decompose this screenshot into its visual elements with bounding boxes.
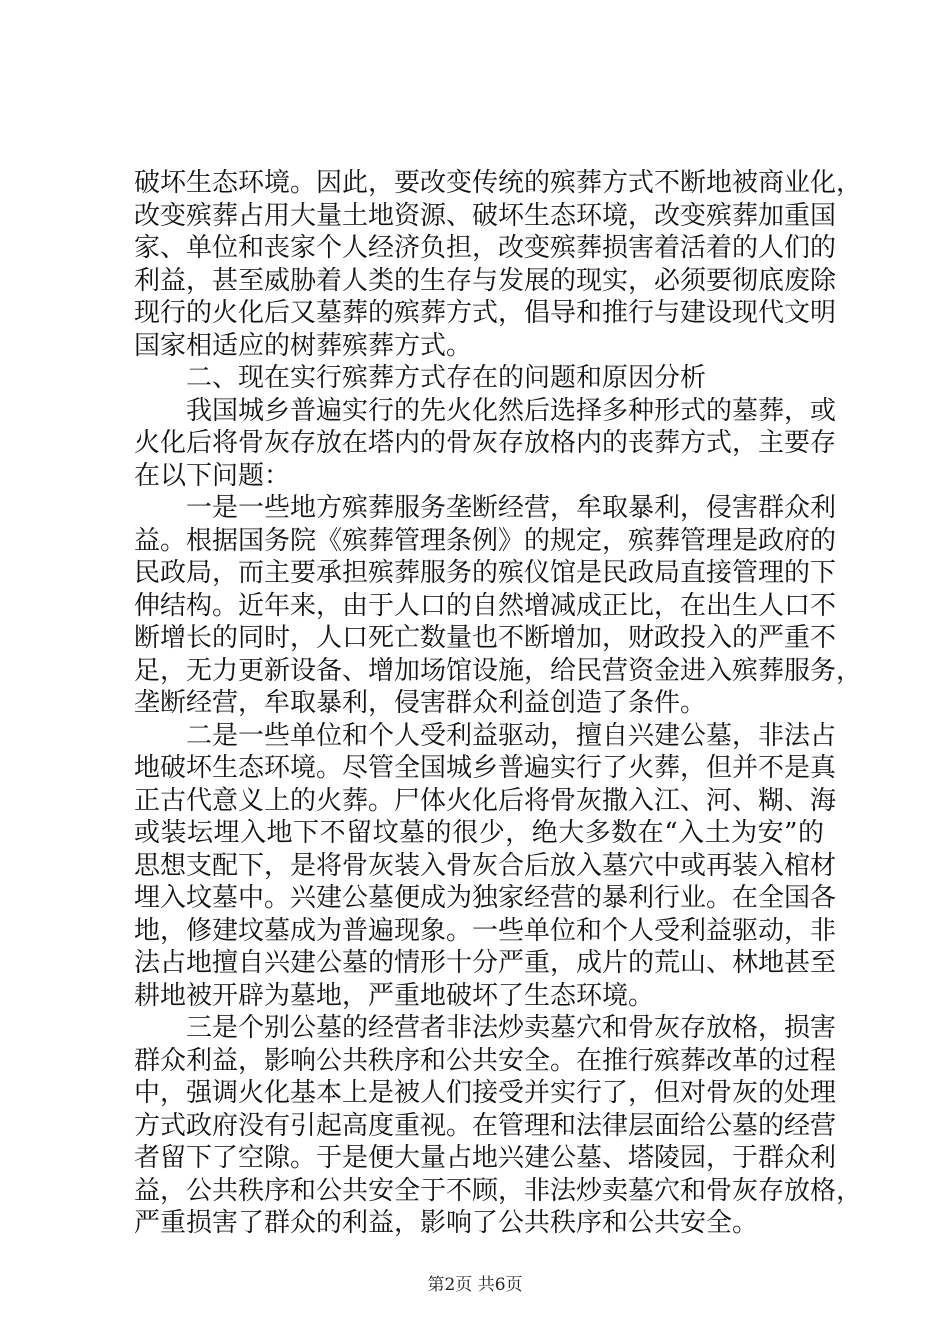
text-line: 现行的火化后又墓葬的殡葬方式，倡导和推行与建设现代文明 xyxy=(134,298,837,328)
text-line: 埋入坟墓中。兴建公墓便成为独家经营的暴利行业。在全国各 xyxy=(134,883,837,913)
text-line: 足，无力更新设备、增加场馆设施，给民营资金进入殡葬服务， xyxy=(134,655,863,686)
text-line: 方式政府没有引起高度重视。在管理和法律层面给公墓的经营 xyxy=(134,1110,837,1141)
text-line: 国家相适应的树葬殡葬方式。 xyxy=(134,330,473,361)
text-line: 二是一些单位和个人受利益驱动，擅自兴建公墓，非法占 xyxy=(186,720,837,751)
text-line: 地破坏生态环境。尽管全国城乡普遍实行了火葬，但并不是真 xyxy=(134,753,837,783)
text-line: 耕地被开辟为墓地，严重地破坏了生态环境。 xyxy=(134,980,655,1011)
text-line: 益，公共秩序和公共安全于不顾，非法炒卖墓穴和骨灰存放格， xyxy=(134,1175,863,1206)
text-line: 家、单位和丧家个人经济负担，改变殡葬损害着活着的人们的 xyxy=(134,233,837,263)
text-line: 伸结构。近年来，由于人口的自然增减成正比，在出生人口不 xyxy=(134,590,837,621)
text-line: 利益，甚至威胁着人类的生存与发展的现实，必须要彻底废除 xyxy=(134,265,837,296)
text-line: 地，修建坟墓成为普遍现象。一些单位和个人受利益驱动，非 xyxy=(134,915,837,946)
body-text xyxy=(134,167,863,1240)
text-line: 益。根据国务院《殡葬管理条例》的规定，殡葬管理是政府的 xyxy=(134,525,837,556)
text-line: 严重损害了群众的利益，影响了公共秩序和公共安全。 xyxy=(134,1208,759,1238)
text-line: 一是一些地方殡葬服务垄断经营，牟取暴利，侵害群众利 xyxy=(186,493,837,523)
text-line: 断增长的同时，人口死亡数量也不断增加，财政投入的严重不 xyxy=(134,623,837,653)
text-line: 三是个别公墓的经营者非法炒卖墓穴和骨灰存放格，损害 xyxy=(186,1013,837,1043)
text-line: 或装坛埋入地下不留坟墓的很少，绝大多数在“入土为安”的 xyxy=(134,818,824,848)
text-line: 破坏生态环境。因此，要改变传统的殡葬方式不断地被商业化， xyxy=(134,168,863,198)
section-heading: 二、现在实行殡葬方式存在的问题和原因分析 xyxy=(186,363,707,393)
text-line: 者留下了空隙。于是便大量占地兴建公墓、塔陵园，于群众利 xyxy=(134,1143,837,1173)
text-line: 中，强调火化基本上是被人们接受并实行了，但对骨灰的处理 xyxy=(134,1078,837,1108)
text-line: 我国城乡普遍实行的先火化然后选择多种形式的墓葬，或 xyxy=(186,395,837,426)
text-line: 思想支配下，是将骨灰装入骨灰合后放入墓穴中或再装入棺材 xyxy=(134,850,837,881)
text-line: 正古代意义上的火葬。尸体火化后将骨灰撒入江、河、糊、海 xyxy=(134,785,837,816)
text-line: 群众利益，影响公共秩序和公共安全。在推行殡葬改革的过程 xyxy=(134,1045,837,1076)
text-line: 法占地擅自兴建公墓的情形十分严重，成片的荒山、林地甚至 xyxy=(134,948,837,978)
text-line: 火化后将骨灰存放在塔内的骨灰存放格内的丧葬方式，主要存 xyxy=(134,428,837,458)
page-number: 第2页 共6页 xyxy=(427,1275,523,1295)
text-line: 垄断经营，牟取暴利，侵害群众利益创造了条件。 xyxy=(134,688,707,718)
text-line: 民政局，而主要承担殡葬服务的殡仪馆是民政局直接管理的下 xyxy=(134,558,837,588)
text-line: 在以下问题： xyxy=(134,460,291,491)
text-line: 改变殡葬占用大量土地资源、破坏生态环境，改变殡葬加重国 xyxy=(134,200,837,231)
